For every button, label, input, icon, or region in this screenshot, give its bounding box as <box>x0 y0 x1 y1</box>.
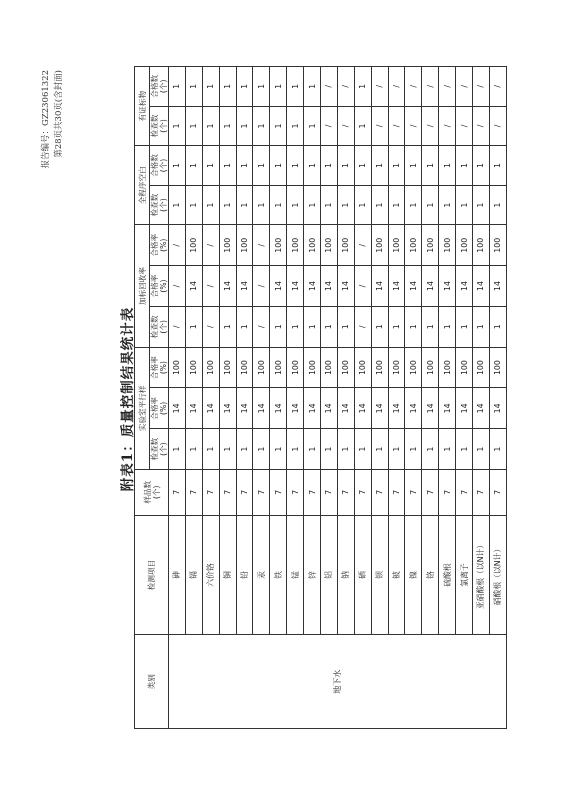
cell-n: 7 <box>337 470 354 516</box>
cell-fb-q: 1 <box>270 146 287 186</box>
cell-lp-r: 100 <box>388 347 405 388</box>
report-header <box>40 70 66 168</box>
header-sr-qualified-rate: 合格率 (%) <box>150 225 169 266</box>
cell-cr-q: / <box>422 67 439 107</box>
cell-lp-r: 100 <box>371 347 388 388</box>
cell-cr-c: 1 <box>202 106 219 146</box>
cell-lp-c: 1 <box>422 429 439 470</box>
table-row <box>371 67 388 729</box>
cell-sr-q: 14 <box>287 266 304 307</box>
cell-sr-r: 100 <box>405 225 422 266</box>
table-row <box>422 67 439 729</box>
cell-fb-q: 1 <box>405 146 422 186</box>
cell-lp-q: 14 <box>422 388 439 429</box>
cell-lp-q: 14 <box>169 388 186 429</box>
cell-lp-q: 14 <box>321 388 338 429</box>
cell-fb-c: 1 <box>253 185 270 225</box>
cell-item: 铍 <box>388 515 405 635</box>
cell-lp-c: 1 <box>439 429 456 470</box>
table-row <box>439 67 456 729</box>
cell-cr-c: / <box>388 106 405 146</box>
cell-sr-r: / <box>253 225 270 266</box>
cell-lp-q: 14 <box>354 388 371 429</box>
table-title: 附表1：质量控制结果统计表 <box>120 306 136 492</box>
cell-fb-c: 1 <box>456 185 473 225</box>
cell-lp-c: 1 <box>219 429 236 470</box>
cell-cr-q: / <box>489 67 506 107</box>
cell-cr-c: 1 <box>253 106 270 146</box>
cell-lp-q: 14 <box>489 388 506 429</box>
cell-cr-q: / <box>388 67 405 107</box>
cell-lp-q: 14 <box>185 388 202 429</box>
cell-fb-q: 1 <box>371 146 388 186</box>
cell-n: 7 <box>304 470 321 516</box>
table-row <box>321 67 338 729</box>
cell-item: 铬 <box>422 515 439 635</box>
report-number: 报告编号：GZ23061322 <box>41 70 51 169</box>
cell-lp-c: 1 <box>169 429 186 470</box>
cell-lp-r: 100 <box>405 347 422 388</box>
cell-sr-c: 1 <box>270 306 287 347</box>
cell-item: 汞 <box>253 515 270 635</box>
cell-cr-q: 1 <box>304 67 321 107</box>
cell-cr-q: / <box>439 67 456 107</box>
cell-lp-q: 14 <box>270 388 287 429</box>
cell-n: 7 <box>489 470 506 516</box>
cell-lp-c: 1 <box>354 429 371 470</box>
cell-n: 7 <box>388 470 405 516</box>
cell-fb-c: 1 <box>371 185 388 225</box>
cell-sr-c: 1 <box>405 306 422 347</box>
cell-lp-r: 100 <box>337 347 354 388</box>
cell-sr-q: 14 <box>388 266 405 307</box>
cell-cr-c: 1 <box>287 106 304 146</box>
cell-sr-r: 100 <box>287 225 304 266</box>
qc-table-body <box>169 67 507 729</box>
table-row <box>388 67 405 729</box>
cell-sr-q: 14 <box>405 266 422 307</box>
table-row <box>270 67 287 729</box>
page-info: 第28页共30页(含封面) <box>54 70 64 158</box>
cell-cr-q: / <box>337 67 354 107</box>
cell-sr-q: 14 <box>439 266 456 307</box>
cell-sr-c: 1 <box>287 306 304 347</box>
cell-lp-c: 1 <box>304 429 321 470</box>
cell-lp-q: 14 <box>202 388 219 429</box>
cell-sr-c: 1 <box>489 306 506 347</box>
header-lp-checked-rate: 合格率 (%) <box>150 388 169 429</box>
cell-lp-c: 1 <box>405 429 422 470</box>
cell-fb-q: 1 <box>337 146 354 186</box>
header-cr-qualified: 合格数 (个) <box>150 67 169 107</box>
cell-cr-q: 1 <box>185 67 202 107</box>
cell-cr-c: / <box>473 106 490 146</box>
cell-lp-q: 14 <box>236 388 253 429</box>
cell-cr-q: / <box>371 67 388 107</box>
cell-fb-c: 1 <box>169 185 186 225</box>
table-row <box>473 67 490 729</box>
cell-item: 氯离子 <box>456 515 473 635</box>
cell-lp-r: 100 <box>270 347 287 388</box>
cell-fb-c: 1 <box>473 185 490 225</box>
cell-sr-c: 1 <box>185 306 202 347</box>
cell-sr-r: 100 <box>489 225 506 266</box>
cell-lp-q: 14 <box>439 388 456 429</box>
cell-sr-c: / <box>354 306 371 347</box>
header-fb-qualified: 合格数 (个) <box>150 146 169 186</box>
cell-item: 锰 <box>287 515 304 635</box>
cell-cr-c: / <box>371 106 388 146</box>
cell-n: 7 <box>219 470 236 516</box>
cell-sr-r: 100 <box>439 225 456 266</box>
cell-sr-q: 14 <box>337 266 354 307</box>
cell-sr-q: 14 <box>321 266 338 307</box>
cell-cr-c: 1 <box>169 106 186 146</box>
cell-n: 7 <box>439 470 456 516</box>
cell-lp-r: 100 <box>304 347 321 388</box>
cell-fb-q: 1 <box>219 146 236 186</box>
cell-lp-r: 100 <box>185 347 202 388</box>
cell-lp-q: 14 <box>304 388 321 429</box>
cell-fb-q: 1 <box>439 146 456 186</box>
cell-sr-c: 1 <box>456 306 473 347</box>
cell-sr-q: 14 <box>304 266 321 307</box>
header-item: 检测项目 <box>135 515 169 635</box>
cell-lp-r: 100 <box>456 347 473 388</box>
cell-sr-c: 1 <box>337 306 354 347</box>
cell-sr-q: / <box>253 266 270 307</box>
cell-lp-r: 100 <box>473 347 490 388</box>
cell-sr-r: 100 <box>321 225 338 266</box>
cell-cr-c: 1 <box>219 106 236 146</box>
cell-fb-c: 1 <box>337 185 354 225</box>
cell-item: 镉 <box>185 515 202 635</box>
table-row <box>354 67 371 729</box>
cell-fb-q: 1 <box>321 146 338 186</box>
cell-fb-c: 1 <box>270 185 287 225</box>
header-lab-parallel: 实验室平行样 <box>135 347 150 469</box>
cell-sr-q: / <box>354 266 371 307</box>
table-row <box>169 67 186 729</box>
cell-lp-c: 1 <box>270 429 287 470</box>
cell-cr-q: / <box>321 67 338 107</box>
cell-n: 7 <box>422 470 439 516</box>
cell-sr-c: 1 <box>371 306 388 347</box>
cell-lp-r: 100 <box>439 347 456 388</box>
cell-fb-c: 1 <box>354 185 371 225</box>
header-cr-checked: 检查数 (个) <box>150 106 169 146</box>
cell-fb-c: 1 <box>405 185 422 225</box>
cell-sr-r: / <box>202 225 219 266</box>
cell-cr-q: 1 <box>219 67 236 107</box>
cell-sr-q: 14 <box>473 266 490 307</box>
cell-sr-r: 100 <box>270 225 287 266</box>
cell-item: 钡 <box>371 515 388 635</box>
cell-item: 硝酸根（以N计） <box>489 515 506 635</box>
cell-lp-c: 1 <box>202 429 219 470</box>
cell-fb-q: 1 <box>253 146 270 186</box>
table-row <box>405 67 422 729</box>
cell-lp-q: 14 <box>337 388 354 429</box>
header-spike-recovery: 加标回收率 <box>135 225 150 347</box>
qc-table <box>134 66 507 729</box>
cell-item: 砷 <box>169 515 186 635</box>
cell-lp-c: 1 <box>371 429 388 470</box>
table-row <box>236 67 253 729</box>
cell-fb-q: 1 <box>236 146 253 186</box>
cell-n: 7 <box>354 470 371 516</box>
cell-fb-c: 1 <box>321 185 338 225</box>
cell-cr-c: 1 <box>304 106 321 146</box>
cell-sr-c: 1 <box>388 306 405 347</box>
cell-sr-q: 14 <box>422 266 439 307</box>
cell-cr-c: / <box>489 106 506 146</box>
cell-fb-c: 1 <box>304 185 321 225</box>
cell-cr-q: 1 <box>270 67 287 107</box>
cell-n: 7 <box>321 470 338 516</box>
cell-cr-q: / <box>473 67 490 107</box>
cell-n: 7 <box>371 470 388 516</box>
cell-cr-q: / <box>405 67 422 107</box>
cell-lp-q: 14 <box>388 388 405 429</box>
cell-lp-c: 1 <box>236 429 253 470</box>
header-category: 类别 <box>135 635 169 729</box>
cell-fb-q: 1 <box>388 146 405 186</box>
table-row <box>219 67 236 729</box>
cell-cr-q: 1 <box>202 67 219 107</box>
cell-fb-q: 1 <box>169 146 186 186</box>
table-row <box>202 67 219 729</box>
cell-item: 亚硝酸根（以N计） <box>473 515 490 635</box>
cell-sr-r: 100 <box>473 225 490 266</box>
cell-n: 7 <box>287 470 304 516</box>
cell-cr-c: / <box>337 106 354 146</box>
cell-lp-q: 14 <box>371 388 388 429</box>
cell-fb-c: 1 <box>236 185 253 225</box>
cell-cr-q: / <box>456 67 473 107</box>
cell-item: 铝 <box>321 515 338 635</box>
cell-cr-q: 1 <box>253 67 270 107</box>
cell-item: 铅 <box>236 515 253 635</box>
cell-lp-c: 1 <box>456 429 473 470</box>
cell-lp-c: 1 <box>287 429 304 470</box>
cell-fb-q: 1 <box>489 146 506 186</box>
cell-item: 锌 <box>304 515 321 635</box>
cell-cr-c: / <box>405 106 422 146</box>
cell-lp-r: 100 <box>489 347 506 388</box>
table-row <box>304 67 321 729</box>
cell-lp-q: 14 <box>219 388 236 429</box>
cell-n: 7 <box>253 470 270 516</box>
cell-lp-r: 100 <box>169 347 186 388</box>
cell-sr-c: / <box>253 306 270 347</box>
table-row <box>287 67 304 729</box>
cell-sr-r: 100 <box>185 225 202 266</box>
cell-item: 钠 <box>337 515 354 635</box>
cell-lp-r: 100 <box>422 347 439 388</box>
cell-sr-r: 100 <box>422 225 439 266</box>
cell-sr-c: 1 <box>236 306 253 347</box>
cell-lp-q: 14 <box>473 388 490 429</box>
cell-sr-r: 100 <box>304 225 321 266</box>
header-fb-checked: 检查数 (个) <box>150 185 169 225</box>
cell-sr-q: / <box>169 266 186 307</box>
cell-lp-r: 100 <box>354 347 371 388</box>
cell-lp-c: 1 <box>489 429 506 470</box>
cell-sr-q: / <box>202 266 219 307</box>
cell-sr-c: 1 <box>439 306 456 347</box>
table-row <box>456 67 473 729</box>
cell-lp-r: 100 <box>321 347 338 388</box>
cell-lp-q: 14 <box>253 388 270 429</box>
cell-fb-q: 1 <box>287 146 304 186</box>
cell-n: 7 <box>169 470 186 516</box>
cell-fb-c: 1 <box>219 185 236 225</box>
cell-item: 镍 <box>405 515 422 635</box>
cell-fb-q: 1 <box>473 146 490 186</box>
cell-fb-c: 1 <box>287 185 304 225</box>
cell-cr-c: 1 <box>270 106 287 146</box>
cell-lp-r: 100 <box>236 347 253 388</box>
cell-fb-q: 1 <box>185 146 202 186</box>
cell-item: 硒 <box>354 515 371 635</box>
cell-cr-q: 1 <box>236 67 253 107</box>
cell-n: 7 <box>202 470 219 516</box>
cell-sr-c: / <box>202 306 219 347</box>
header-sr-checked-rate: 合格率 (%) <box>150 266 169 307</box>
cell-sr-r: 100 <box>219 225 236 266</box>
cell-n: 7 <box>270 470 287 516</box>
cell-sr-q: 14 <box>185 266 202 307</box>
cell-item: 六价铬 <box>202 515 219 635</box>
cell-cr-c: 1 <box>354 106 371 146</box>
cell-cr-c: 1 <box>236 106 253 146</box>
header-certified-ref: 有证标物 <box>135 67 150 146</box>
cell-cr-c: / <box>422 106 439 146</box>
cell-sr-c: 1 <box>219 306 236 347</box>
cell-lp-r: 100 <box>219 347 236 388</box>
cell-cr-c: / <box>321 106 338 146</box>
cell-lp-c: 1 <box>321 429 338 470</box>
cell-sr-r: 100 <box>236 225 253 266</box>
cell-fb-c: 1 <box>202 185 219 225</box>
cell-sr-q: 14 <box>219 266 236 307</box>
category-cell: 地下水 <box>169 635 507 729</box>
cell-lp-c: 1 <box>253 429 270 470</box>
cell-cr-q: 1 <box>354 67 371 107</box>
cell-fb-q: 1 <box>422 146 439 186</box>
cell-fb-c: 1 <box>388 185 405 225</box>
cell-lp-c: 1 <box>388 429 405 470</box>
cell-cr-c: 1 <box>185 106 202 146</box>
cell-cr-q: 1 <box>169 67 186 107</box>
cell-fb-q: 1 <box>304 146 321 186</box>
cell-n: 7 <box>236 470 253 516</box>
cell-sr-r: / <box>169 225 186 266</box>
cell-sr-r: 100 <box>337 225 354 266</box>
cell-sr-c: 1 <box>422 306 439 347</box>
cell-sr-r: 100 <box>371 225 388 266</box>
table-row <box>185 67 202 729</box>
cell-n: 7 <box>473 470 490 516</box>
cell-lp-r: 100 <box>202 347 219 388</box>
cell-lp-r: 100 <box>287 347 304 388</box>
cell-fb-c: 1 <box>489 185 506 225</box>
cell-item: 铜 <box>219 515 236 635</box>
table-row <box>253 67 270 729</box>
cell-lp-r: 100 <box>253 347 270 388</box>
table-row <box>489 67 506 729</box>
cell-cr-c: / <box>456 106 473 146</box>
table-row <box>337 67 354 729</box>
cell-sr-r: / <box>354 225 371 266</box>
cell-sr-r: 100 <box>456 225 473 266</box>
cell-n: 7 <box>185 470 202 516</box>
cell-sr-q: 14 <box>236 266 253 307</box>
cell-fb-c: 1 <box>185 185 202 225</box>
cell-lp-c: 1 <box>337 429 354 470</box>
cell-sr-q: 14 <box>371 266 388 307</box>
header-sr-checked: 检查数 (个) <box>150 306 169 347</box>
cell-fb-q: 1 <box>354 146 371 186</box>
header-lp-checked: 检查数 (个) <box>150 429 169 470</box>
cell-item: 硫酸根 <box>439 515 456 635</box>
cell-cr-q: 1 <box>287 67 304 107</box>
cell-sr-c: 1 <box>321 306 338 347</box>
header-lp-qualified-rate: 合格率 (%) <box>150 347 169 388</box>
cell-fb-c: 1 <box>439 185 456 225</box>
cell-lp-q: 14 <box>456 388 473 429</box>
cell-sr-q: 14 <box>270 266 287 307</box>
cell-sr-c: 1 <box>473 306 490 347</box>
cell-fb-c: 1 <box>422 185 439 225</box>
cell-lp-q: 14 <box>287 388 304 429</box>
cell-item: 铁 <box>270 515 287 635</box>
cell-fb-q: 1 <box>202 146 219 186</box>
cell-sr-q: 14 <box>489 266 506 307</box>
cell-sr-c: 1 <box>304 306 321 347</box>
header-full-blank: 全程序空白 <box>135 146 150 225</box>
cell-lp-c: 1 <box>473 429 490 470</box>
cell-n: 7 <box>456 470 473 516</box>
cell-lp-q: 14 <box>405 388 422 429</box>
cell-sr-c: / <box>169 306 186 347</box>
cell-n: 7 <box>405 470 422 516</box>
cell-sr-r: 100 <box>388 225 405 266</box>
cell-cr-c: / <box>439 106 456 146</box>
cell-fb-q: 1 <box>456 146 473 186</box>
header-sample-count: 样品数 (个) <box>135 470 169 516</box>
cell-sr-q: 14 <box>456 266 473 307</box>
cell-lp-c: 1 <box>185 429 202 470</box>
